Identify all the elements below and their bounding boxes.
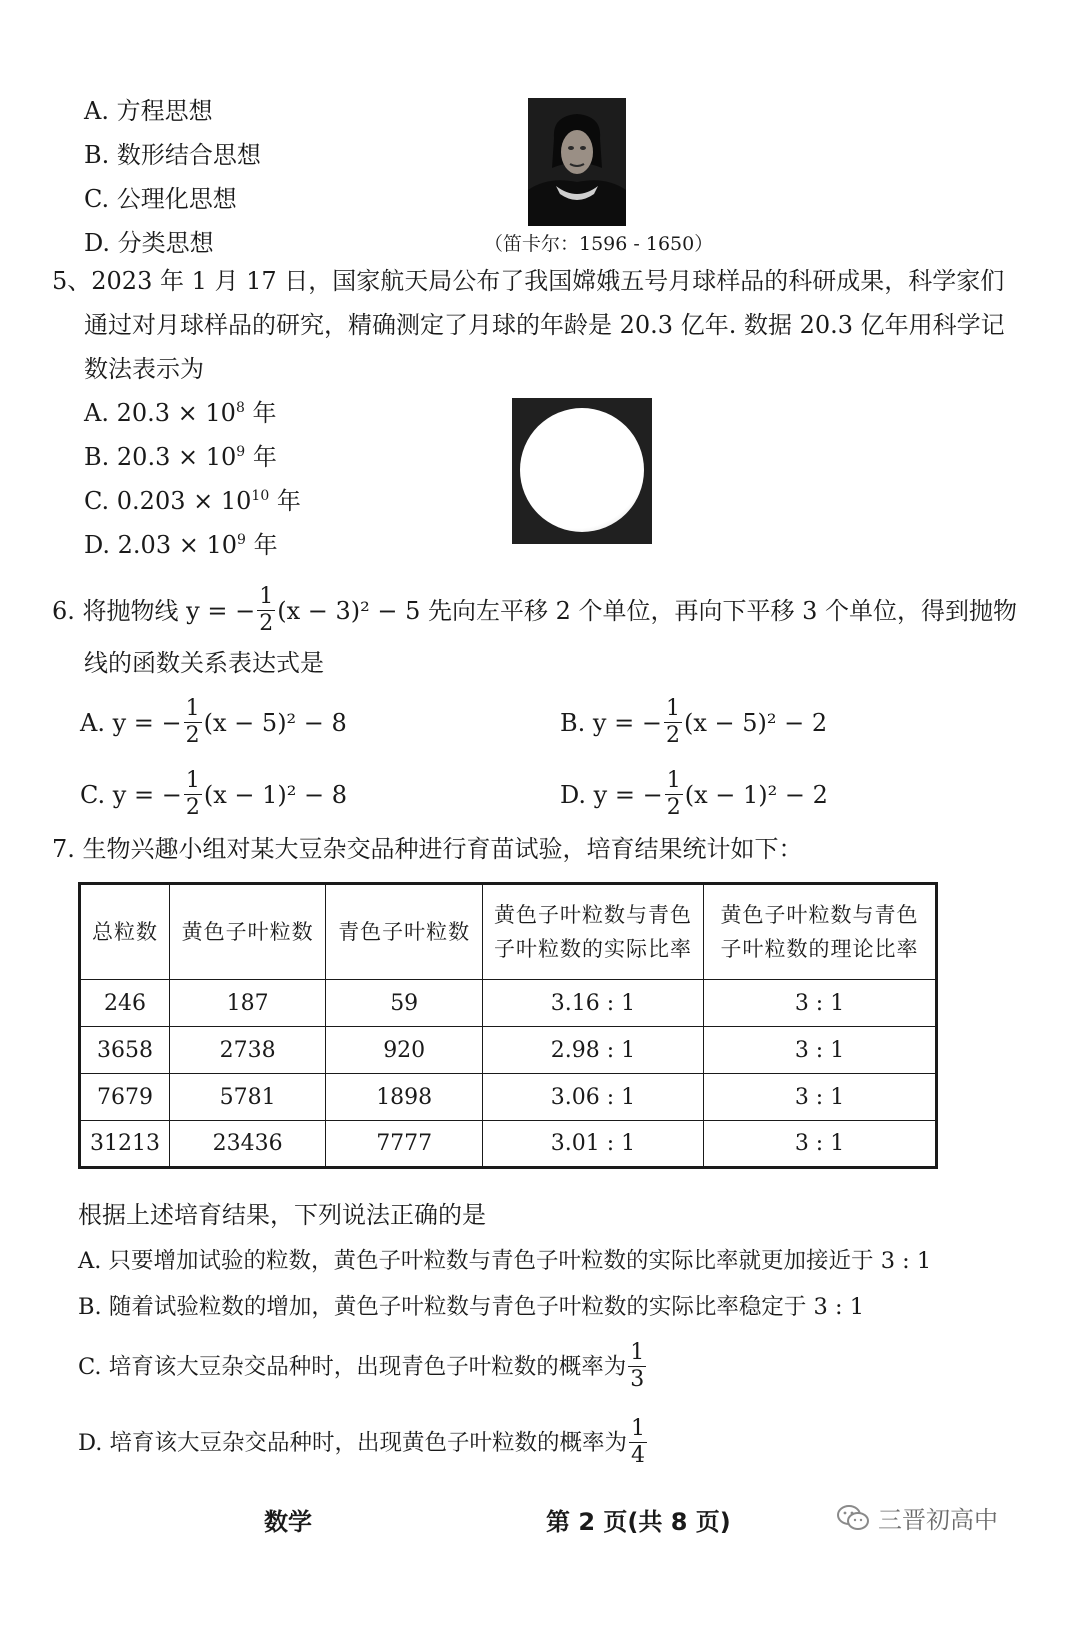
footer-subject: 数学 xyxy=(264,1508,312,1536)
watermark xyxy=(836,1500,998,1535)
q4-option-d: D. 分类思想 xyxy=(84,229,214,257)
table-row: 246 187 59 3.16 : 1 3 : 1 xyxy=(80,980,937,1027)
watermark-text: 三晋初高中 xyxy=(878,1506,998,1534)
q5-line-3: 数法表示为 xyxy=(84,355,204,383)
table-row: 7679 5781 1898 3.06 : 1 3 : 1 xyxy=(80,1074,937,1121)
descartes-portrait xyxy=(528,98,626,226)
table-header-row xyxy=(80,884,937,980)
q5-line-2: 通过对月球样品的研究，精确测定了月球的年龄是 20.3 亿年. 数据 20.3 亿年用科学记 xyxy=(84,311,1005,339)
moon-image xyxy=(512,398,652,544)
header-yellow: 黄色子叶粒数 xyxy=(169,884,326,980)
q5-option-b: B. $20.3 \times 10^9$ 年 xyxy=(84,443,277,471)
q5-option-c: C. $0.203 \times 10^{10}$ 年 xyxy=(84,487,301,515)
q7-option-d-fraction: $\frac{1}{4}$ xyxy=(631,1416,646,1468)
q4-option-c: C. 公理化思想 xyxy=(84,185,237,213)
q5-option-a: A. $20.3 \times 10^8$ 年 xyxy=(84,399,277,427)
table-row: 31213 23436 7777 3.01 : 1 3 : 1 xyxy=(80,1121,937,1168)
q7-stem: 7. 生物兴趣小组对某大豆杂交品种进行育苗试验，培育结果统计如下： xyxy=(52,835,803,863)
q7-option-c-fraction: $\frac{1}{3}$ xyxy=(630,1340,645,1392)
header-green: 青色子叶粒数 xyxy=(326,884,482,980)
q7-option-a: A. 只要增加试验的粒数，黄色子叶粒数与青色子叶粒数的实际比率就更加接近于 3 : 1 xyxy=(78,1248,932,1274)
q6-option-c: C. y = − $\frac{1}{2}$ (x − 1)² − 8 xyxy=(80,768,347,820)
q6-line-2: 线的函数关系表达式是 xyxy=(84,649,324,677)
header-actual-ratio: 黄色子叶粒数与青色 子叶粒数的实际比率 xyxy=(482,884,703,980)
q4-option-a: A. 方程思想 xyxy=(84,97,213,125)
header-theory-ratio: 黄色子叶粒数与青色 子叶粒数的理论比率 xyxy=(704,884,937,980)
q6-option-a: A. y = − $\frac{1}{2}$ (x − 5)² − 8 xyxy=(80,696,347,748)
q4-option-b: B. 数形结合思想 xyxy=(84,141,261,169)
q7-question: 根据上述培育结果，下列说法正确的是 xyxy=(78,1201,486,1229)
q7-option-b: B. 随着试验粒数的增加，黄色子叶粒数与青色子叶粒数的实际比率稳定于 3 : 1 xyxy=(78,1294,865,1320)
wechat-icon xyxy=(836,1503,870,1533)
table-row: 3658 2738 920 2.98 : 1 3 : 1 xyxy=(80,1027,937,1074)
q5-line-1: 5、2023 年 1 月 17 日，国家航天局公布了我国嫦娥五号月球样品的科研成果，科学家们 xyxy=(52,267,1005,295)
q6-option-b: B. y = − $\frac{1}{2}$ (x − 5)² − 2 xyxy=(560,696,828,748)
header-total: 总粒数 xyxy=(80,884,170,980)
q6-fraction: $\frac{1}{2}$ xyxy=(259,584,274,636)
q7-option-c: C. 培育该大豆杂交品种时，出现青色子叶粒数的概率为 $\frac{1}{3}$ xyxy=(78,1340,645,1392)
q5-option-d: D. $2.03 \times 10^9$ 年 xyxy=(84,531,278,559)
portrait-caption: （笛卡尔：1596 - 1650） xyxy=(484,233,714,255)
q6-option-d: D. y = − $\frac{1}{2}$ (x − 1)² − 2 xyxy=(560,768,828,820)
results-table xyxy=(78,882,938,1169)
q6-stem: 6. 将抛物线 y = − $\frac{1}{2}$ (x − 3)² − 5 先向左平移 2 个单位，再向下平移 3 个单位，得到抛物 xyxy=(52,584,1018,636)
q7-option-d: D. 培育该大豆杂交品种时，出现黄色子叶粒数的概率为 $\frac{1}{4}$ xyxy=(78,1416,646,1468)
footer-page-number: 第 2 页(共 8 页) xyxy=(546,1508,731,1536)
